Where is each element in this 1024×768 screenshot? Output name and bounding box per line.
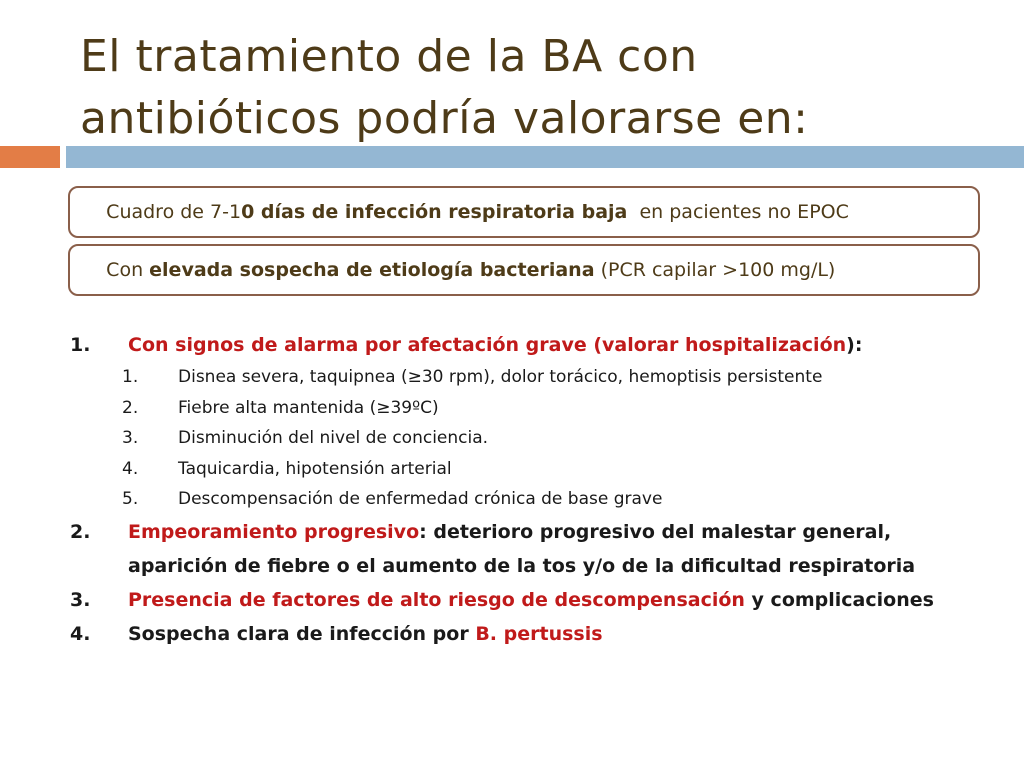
sub-list-item bbox=[66, 362, 996, 393]
sub-list-item-text: Disnea severa, taquipnea (≥30 rpm), dolor torácico, hemoptisis persistente bbox=[178, 367, 823, 387]
sub-list-item-number: 1. bbox=[122, 367, 139, 387]
criteria-box-1-pre: Cuadro de 7-1 bbox=[106, 201, 242, 223]
criteria-box-2-bold: elevada sospecha de etiología bacteriana bbox=[149, 259, 595, 281]
criteria-box-2-post: (PCR capilar >100 mg/L) bbox=[594, 259, 836, 281]
criteria-box-1-post: en pacientes no EPOC bbox=[627, 201, 849, 223]
indications-list bbox=[66, 328, 996, 651]
list-item-highlight: Presencia de factores de alto riesgo de descompensación bbox=[128, 588, 745, 611]
criteria-box-2 bbox=[68, 244, 980, 296]
list-item bbox=[66, 617, 996, 651]
sub-list-item-text: Taquicardia, hipotensión arterial bbox=[178, 458, 452, 479]
sub-list-item bbox=[66, 484, 996, 515]
accent-bar-blue bbox=[66, 146, 1024, 168]
sub-list-item-number: 3. bbox=[122, 428, 139, 448]
list-item-number: 3. bbox=[70, 588, 91, 611]
sub-list-item-number: 4. bbox=[122, 458, 139, 479]
sub-list-item-number: 2. bbox=[122, 397, 139, 418]
sub-list-item-text: Fiebre alta mantenida (≥39ºC) bbox=[178, 397, 439, 418]
list-item-number: 4. bbox=[70, 622, 91, 645]
sub-list-item-text: Descompensación de enfermedad crónica de base grave bbox=[178, 489, 663, 509]
list-item-text: ): bbox=[846, 334, 863, 356]
criteria-box-2-pre: Con bbox=[106, 259, 150, 281]
list-item-highlight: Empeoramiento progresivo bbox=[128, 520, 420, 543]
slide-title bbox=[80, 26, 980, 150]
sub-list-item-number: 5. bbox=[122, 489, 139, 509]
sub-list-item bbox=[66, 423, 996, 454]
accent-bar-orange bbox=[0, 146, 60, 168]
slide-title-line-1: El tratamiento de la BA con bbox=[80, 31, 698, 82]
sub-list-item-text: Disminución del nivel de conciencia. bbox=[178, 428, 489, 448]
list-item-highlight: B. pertussis bbox=[475, 622, 603, 645]
criteria-box-1-bold: 0 días de infección respiratoria baja bbox=[241, 201, 628, 223]
criteria-box-1 bbox=[68, 186, 980, 238]
list-item bbox=[66, 515, 996, 583]
sub-list-item bbox=[66, 393, 996, 424]
list-item-text: Sospecha clara de infección por bbox=[128, 622, 476, 645]
list-item bbox=[66, 583, 996, 617]
list-item-text: y complicaciones bbox=[744, 588, 934, 611]
list-item-highlight: Con signos de alarma por afectación grave (valorar hospitalización bbox=[128, 334, 847, 356]
list-item bbox=[66, 328, 996, 362]
sub-list-item bbox=[66, 454, 996, 485]
slide-title-line-2: antibióticos podría valorarse en: bbox=[80, 93, 809, 144]
list-item-text: : deterioro progresivo del malestar general, aparición de fiebre o el aumento de la tos y/o de la dificultad respiratoria bbox=[128, 520, 916, 577]
list-item-number: 2. bbox=[70, 520, 91, 543]
list-item-number: 1. bbox=[70, 334, 91, 356]
